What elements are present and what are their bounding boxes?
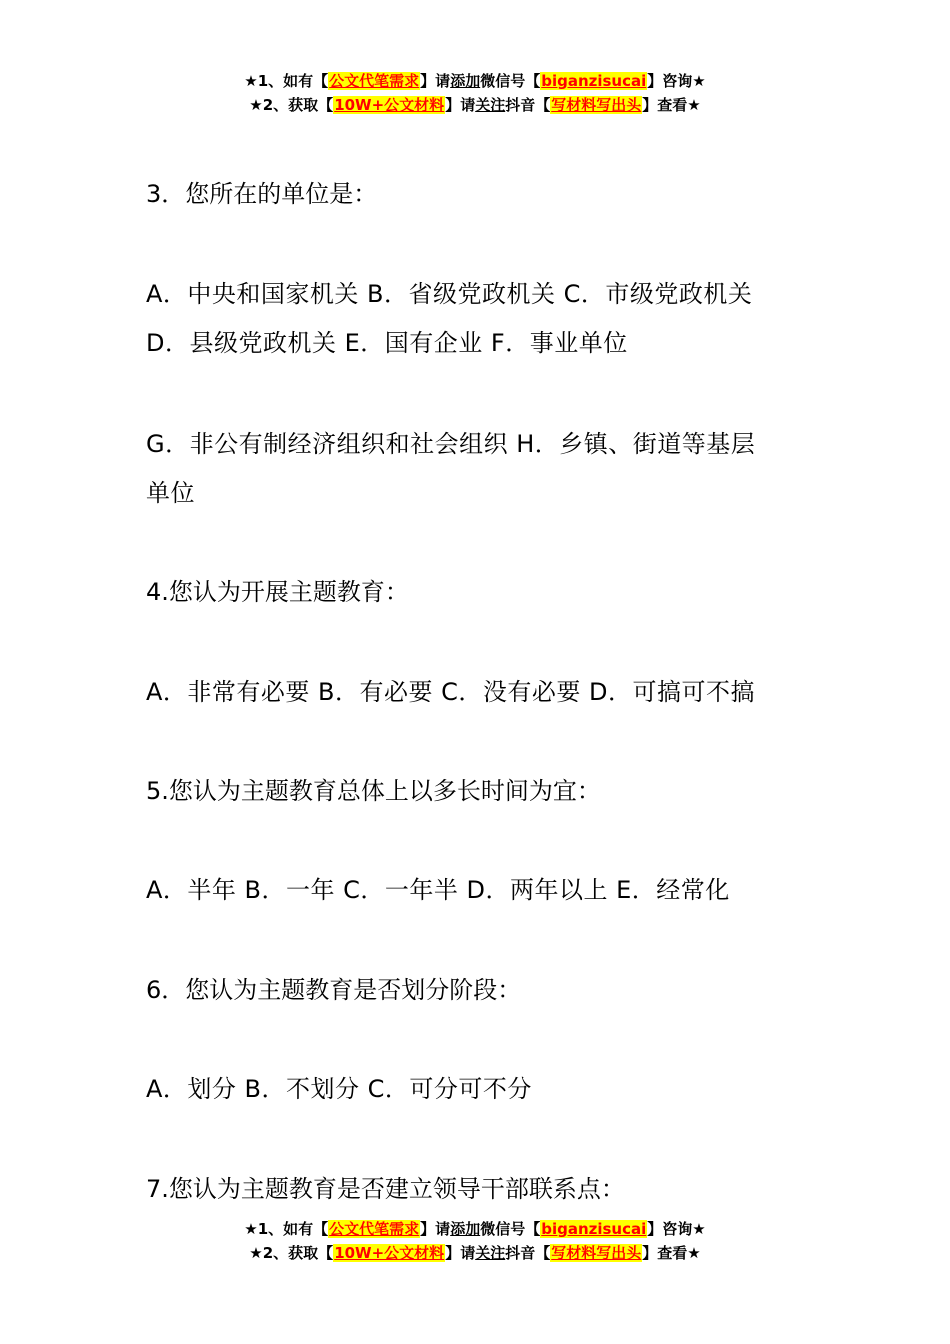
banner-underlined-text: 添加 <box>450 72 481 90</box>
banner-text: ★2、获取【 <box>249 1244 334 1262</box>
question-4 <box>146 568 826 617</box>
question-3-options-continued <box>146 420 826 518</box>
footer-banner <box>0 1217 950 1265</box>
options-line: D．县级党政机关 E．国有企业 F．事业单位 <box>146 329 628 357</box>
highlight-service: 公文代笔需求 <box>329 72 420 90</box>
question-6 <box>146 966 826 1015</box>
highlight-douyin-account: 写材料写出头 <box>551 1244 642 1262</box>
banner-line-1 <box>0 69 950 93</box>
banner-text: 】查看★ <box>642 1244 701 1262</box>
header-banner <box>0 69 950 117</box>
banner-text: 】请 <box>445 96 476 114</box>
options-line: A．非常有必要 B．有必要 C．没有必要 D．可搞可不搞 <box>146 678 756 706</box>
question-7 <box>146 1165 826 1214</box>
banner-text: ★1、如有【 <box>244 1220 329 1238</box>
question-3 <box>146 170 826 219</box>
banner-line-2 <box>0 93 950 117</box>
options-line: G．非公有制经济组织和社会组织 H．乡镇、街道等基层 <box>146 430 756 458</box>
question-text: 6．您认为主题教育是否划分阶段： <box>146 976 522 1004</box>
question-6-options <box>146 1065 826 1114</box>
highlight-wechat-id: biganzisucai <box>541 1220 647 1238</box>
banner-underlined-text: 关注 <box>475 1244 506 1262</box>
banner-text: 】请 <box>445 1244 476 1262</box>
question-text: 3．您所在的单位是： <box>146 180 378 208</box>
question-text: 5.您认为主题教育总体上以多长时间为宜： <box>146 777 601 805</box>
banner-text: 微信号【 <box>480 1220 541 1238</box>
banner-text: 抖音【 <box>505 1244 551 1262</box>
options-line: A．半年 B．一年 C．一年半 D．两年以上 E．经常化 <box>146 876 730 904</box>
banner-text: 】咨询★ <box>647 1220 706 1238</box>
highlight-materials: 10W+公文材料 <box>334 96 445 114</box>
highlight-douyin-account: 写材料写出头 <box>551 96 642 114</box>
banner-text: 】请 <box>420 72 451 90</box>
banner-text: 】请 <box>420 1220 451 1238</box>
highlight-service: 公文代笔需求 <box>329 1220 420 1238</box>
banner-text: 】查看★ <box>642 96 701 114</box>
banner-underlined-text: 关注 <box>475 96 506 114</box>
options-line: 单位 <box>146 479 195 507</box>
banner-text: 】咨询★ <box>647 72 706 90</box>
options-line: A．划分 B．不划分 C．可分可不分 <box>146 1075 532 1103</box>
options-line: A．中央和国家机关 B．省级党政机关 C．市级党政机关 <box>146 280 753 308</box>
question-5-options <box>146 866 826 915</box>
banner-underlined-text: 添加 <box>450 1220 481 1238</box>
question-3-options <box>146 270 826 368</box>
question-text: 4.您认为开展主题教育： <box>146 578 409 606</box>
banner-text: 抖音【 <box>505 96 551 114</box>
question-text: 7.您认为主题教育是否建立领导干部联系点： <box>146 1175 625 1203</box>
banner-text: ★2、获取【 <box>249 96 334 114</box>
banner-text: 微信号【 <box>480 72 541 90</box>
banner-line-2 <box>0 1241 950 1265</box>
highlight-wechat-id: biganzisucai <box>541 72 647 90</box>
banner-line-1 <box>0 1217 950 1241</box>
highlight-materials: 10W+公文材料 <box>334 1244 445 1262</box>
question-5 <box>146 767 826 816</box>
banner-text: ★1、如有【 <box>244 72 329 90</box>
question-4-options <box>146 668 826 717</box>
